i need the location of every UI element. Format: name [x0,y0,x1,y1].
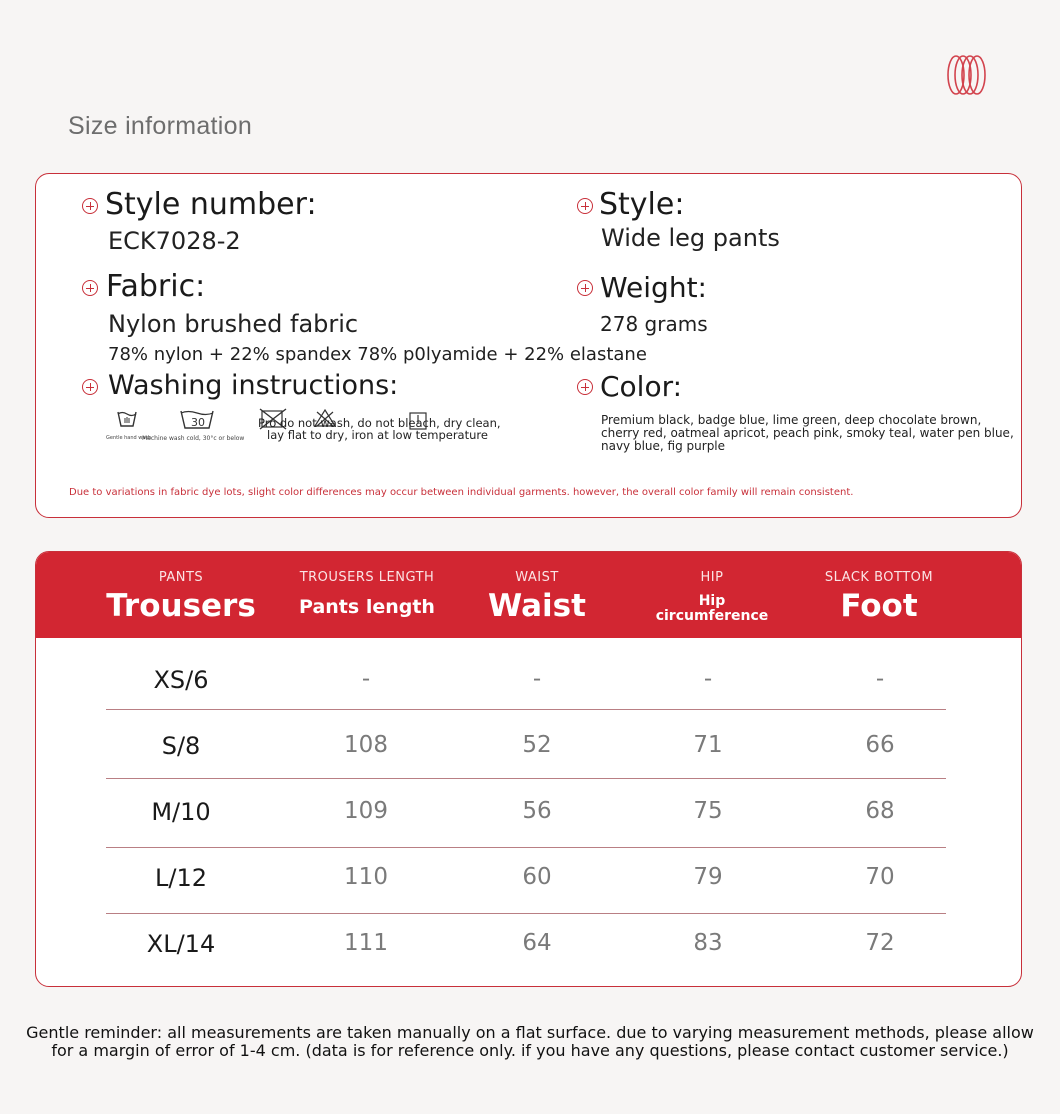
weight-value: 278 grams [600,312,708,336]
hip-cell: - [703,666,713,692]
waist-cell: 52 [522,732,552,758]
header-trousers [81,552,281,638]
fabric-value: Nylon brushed fabric [108,310,359,338]
row-divider [106,778,946,779]
table-row [106,714,946,781]
header-big-label: Pants length [299,596,435,618]
style-number-value: ECK7028-2 [108,227,241,255]
fabric-label: Fabric: [106,269,206,304]
size-cell: M/10 [151,798,211,826]
table-row [106,648,946,715]
wash-text-line1: Pro do not wash, do not bleach, dry clean, [258,416,501,430]
waist-cell: - [532,666,542,692]
foot-cell: - [875,666,885,692]
reminder-line1: Gentle reminder: all measurements are taken manually on a flat surface. due to varying measurement methods, please allow [26,1023,1034,1042]
hip-cell: 83 [693,930,723,956]
header-small-label: TROUSERS LENGTH [299,570,435,585]
hand-wash-icon [116,408,138,428]
table-row [106,846,946,913]
header-waist [437,552,637,638]
size-chart-table [35,551,1022,987]
plus-circle-icon [82,198,98,214]
header-big-label: Foot [840,588,918,624]
hip-cell: 79 [693,864,723,890]
machine-wash-caption: Machine wash cold, 30°c or below [142,435,245,442]
size-cell: L/12 [155,864,207,892]
size-cell: XL/14 [146,930,216,958]
header-hip-line1: Hip [698,593,726,609]
size-table-header [36,552,1021,638]
foot-cell: 68 [865,798,895,824]
header-small-label: PANTS [158,570,204,585]
header-small-label: SLACK BOTTOM [824,570,934,585]
page-title: Size information [68,112,253,140]
style-label: Style: [599,187,685,222]
foot-cell: 72 [865,930,895,956]
length-cell: - [361,666,371,692]
foot-cell: 70 [865,864,895,890]
row-divider [106,709,946,710]
waist-cell: 64 [522,930,552,956]
hip-cell: 75 [693,798,723,824]
washing-instructions-label: Washing instructions: [108,370,399,401]
length-cell: 111 [344,930,388,956]
table-row [106,780,946,847]
plus-circle-icon [82,379,98,395]
header-small-label: HIP [700,570,724,585]
color-value: Premium black, badge blue, lime green, deep chocolate brown, cherry red, oatmeal apricot, peach pink, smoky teal, water pen blue, navy blue, fig purple [601,413,1014,453]
plus-circle-icon [577,280,593,296]
color-disclaimer: Due to variations in fabric dye lots, slight color differences may occur between individual garments. however, the overall color family will remain consistent. [69,487,854,498]
header-big-label: Waist [488,588,586,624]
foot-cell: 66 [865,732,895,758]
machine-wash-temp: 30 [191,416,205,429]
hand-wash-caption: Gentle hand wash [106,435,152,441]
plus-circle-icon [577,379,593,395]
header-small-label: WAIST [515,570,559,585]
plus-circle-icon [577,198,593,214]
color-label: Color: [600,370,683,403]
header-foot [779,552,979,638]
length-cell: 108 [344,732,388,758]
style-number-label: Style number: [105,187,317,222]
table-row [106,912,946,979]
wash-text-line2: lay flat to dry, iron at low temperature [267,428,488,442]
header-big-label: Trousers [106,588,256,624]
weight-label: Weight: [600,271,707,304]
size-cell: XS/6 [153,666,209,694]
product-info-card [35,173,1022,518]
length-cell: 110 [344,864,388,890]
reminder-line2: for a margin of error of 1-4 cm. (data is for reference only. if you have any questions, please contact customer service.) [51,1041,1009,1060]
header-hip-line2: circumference [655,608,769,624]
style-value: Wide leg pants [601,224,780,252]
size-cell: S/8 [161,732,201,760]
hip-cell: 71 [693,732,723,758]
length-cell: 109 [344,798,388,824]
waist-cell: 60 [522,864,552,890]
plus-circle-icon [82,280,98,296]
fabric-composition: 78% nylon + 22% spandex 78% p0lyamide + 22% elastane [108,344,647,365]
brand-logo-icon [946,54,990,96]
waist-cell: 56 [522,798,552,824]
measurement-reminder [0,1024,1060,1060]
